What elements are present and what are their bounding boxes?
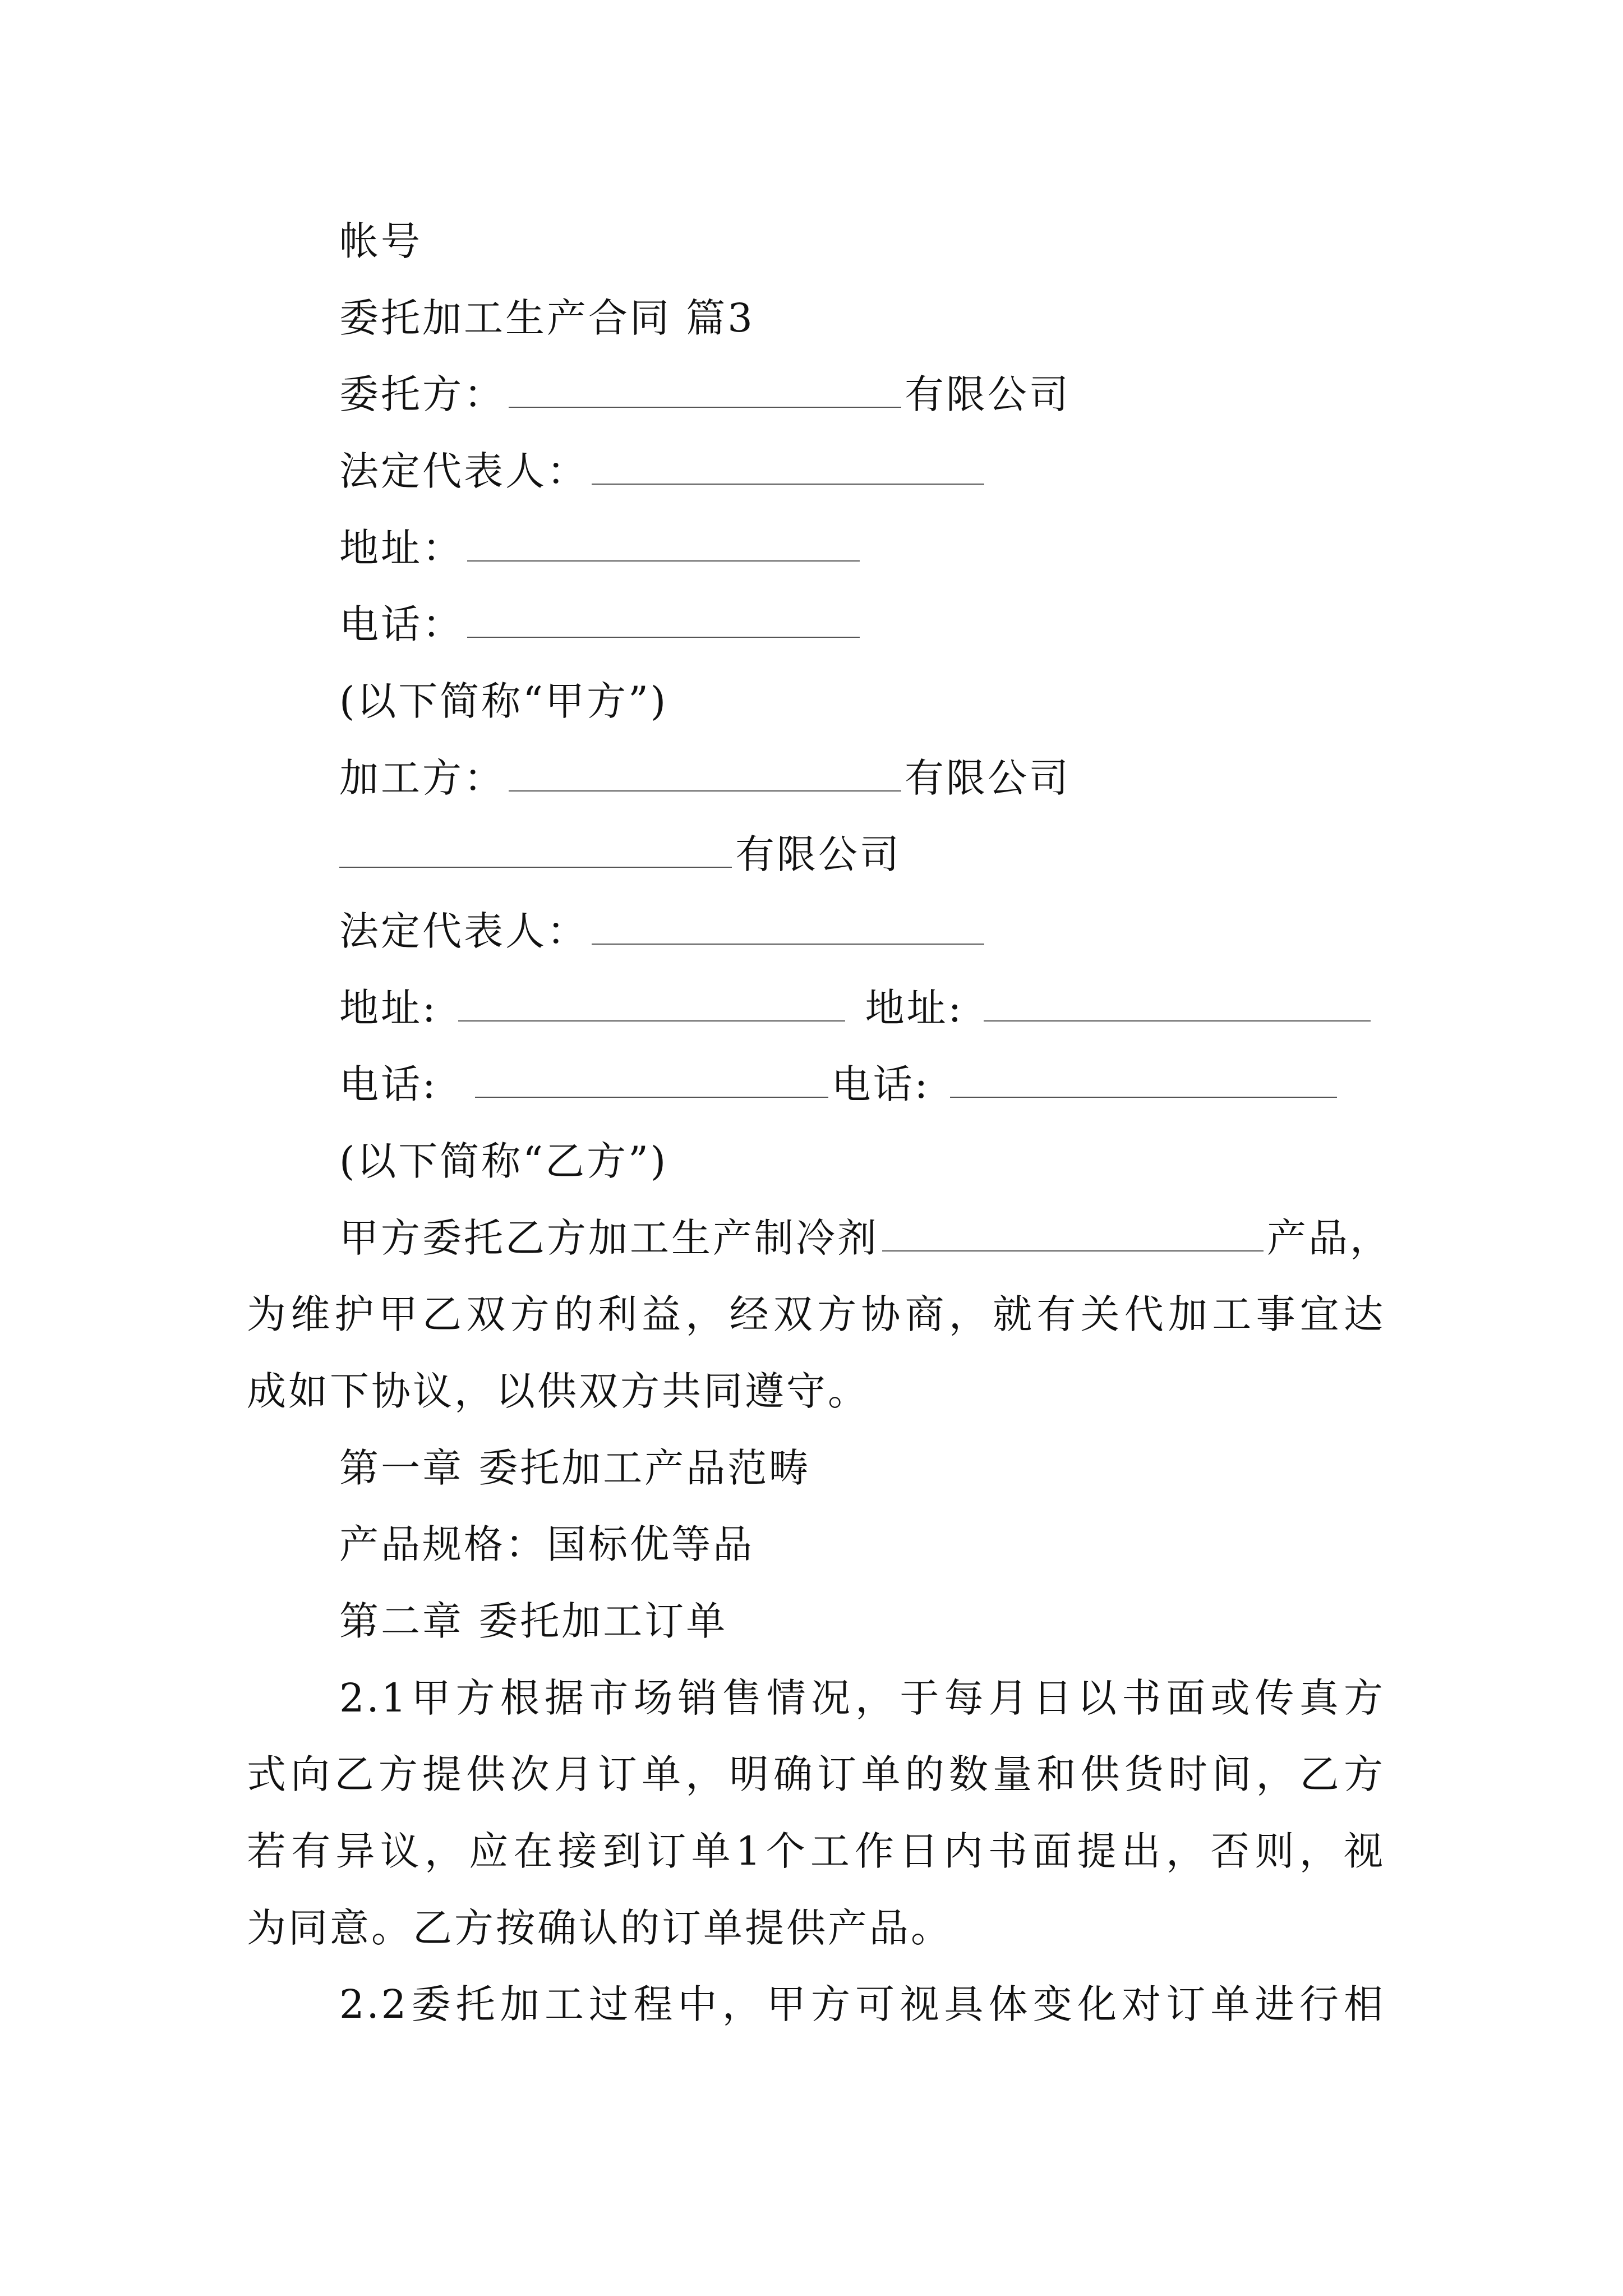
client-phone-label: 电话： bbox=[339, 601, 464, 647]
party-b-note-text: (以下简称“乙方”) bbox=[339, 1138, 668, 1184]
phone-label-1: 电话: bbox=[339, 1061, 438, 1107]
contract-title bbox=[339, 293, 755, 343]
contract-title-text: 委托加工生产合同 篇3 bbox=[339, 295, 755, 341]
client-address-label: 地址： bbox=[339, 525, 464, 571]
clause-2-1-line-4: 为同意。乙方按确认的订单提供产品。 bbox=[247, 1905, 952, 1951]
processor-rep-blank bbox=[592, 909, 984, 945]
phone-line-pair bbox=[339, 1059, 1340, 1110]
party-b-note bbox=[339, 1136, 668, 1186]
address-label-1: 地址: bbox=[339, 985, 438, 1031]
clause-2-1-line-1: 2.1甲方根据市场销售情况，于每月日以书面或传真方 bbox=[339, 1675, 1385, 1721]
clause-2-1-line-2: 式向乙方提供次月订单，明确订单的数量和供货时间，乙方 bbox=[247, 1751, 1385, 1797]
processor-label: 加工方： bbox=[339, 755, 505, 801]
address-line-pair bbox=[339, 983, 1374, 1033]
clause-2-1-line-3: 若有异议，应在接到订单1个工作日内书面提出，否则，视 bbox=[247, 1828, 1385, 1874]
client-line bbox=[339, 369, 1071, 420]
client-address-line bbox=[339, 523, 863, 573]
phone-blank-1 bbox=[475, 1062, 828, 1098]
client-suffix: 有限公司 bbox=[905, 371, 1071, 417]
client-phone-blank bbox=[467, 602, 860, 638]
intro-text-1a: 甲方委托乙方加工生产制冷剂 bbox=[339, 1215, 879, 1261]
intro-text-1b: 产品， bbox=[1267, 1215, 1391, 1261]
processor-name-blank bbox=[509, 756, 901, 792]
client-rep-line bbox=[339, 446, 988, 496]
processor-line-2 bbox=[339, 829, 901, 880]
client-address-blank bbox=[467, 526, 860, 562]
processor-rep-label: 法定代表人： bbox=[339, 908, 588, 954]
phone-blank-2 bbox=[950, 1062, 1337, 1098]
client-phone-line bbox=[339, 599, 863, 650]
intro-line-1 bbox=[339, 1213, 1391, 1263]
processor-suffix: 有限公司 bbox=[905, 755, 1071, 801]
chapter-1-heading: 第一章 委托加工产品范畴 bbox=[339, 1445, 811, 1491]
phone-label-2: 电话: bbox=[831, 1061, 930, 1107]
address-label-2: 地址: bbox=[865, 985, 964, 1031]
intro-line-3: 成如下协议，以供双方共同遵守。 bbox=[247, 1368, 869, 1414]
processor-line bbox=[339, 753, 1071, 803]
client-rep-blank bbox=[592, 449, 984, 485]
address-blank-2 bbox=[984, 986, 1371, 1022]
processor-name-blank-2 bbox=[339, 832, 732, 868]
clause-2-2-line-1: 2.2委托加工过程中，甲方可视具体变化对订单进行相 bbox=[339, 1981, 1385, 2027]
address-blank-1 bbox=[458, 986, 845, 1022]
client-label: 委托方： bbox=[339, 371, 505, 417]
processor-suffix-2: 有限公司 bbox=[735, 831, 901, 877]
party-a-note bbox=[339, 676, 668, 726]
client-rep-label: 法定代表人： bbox=[339, 448, 588, 494]
account-label: 帐号 bbox=[339, 218, 422, 264]
party-a-note-text: (以下简称“甲方”) bbox=[339, 678, 668, 724]
processor-rep-line bbox=[339, 906, 988, 956]
intro-line-2: 为维护甲乙双方的利益，经双方协商，就有关代加工事宜达 bbox=[247, 1291, 1385, 1337]
account-line bbox=[339, 216, 422, 266]
product-spec-line: 产品规格：国标优等品 bbox=[339, 1521, 754, 1567]
client-name-blank bbox=[509, 372, 901, 408]
refrigerant-product-blank bbox=[882, 1216, 1264, 1251]
chapter-2-heading: 第二章 委托加工订单 bbox=[339, 1598, 728, 1644]
